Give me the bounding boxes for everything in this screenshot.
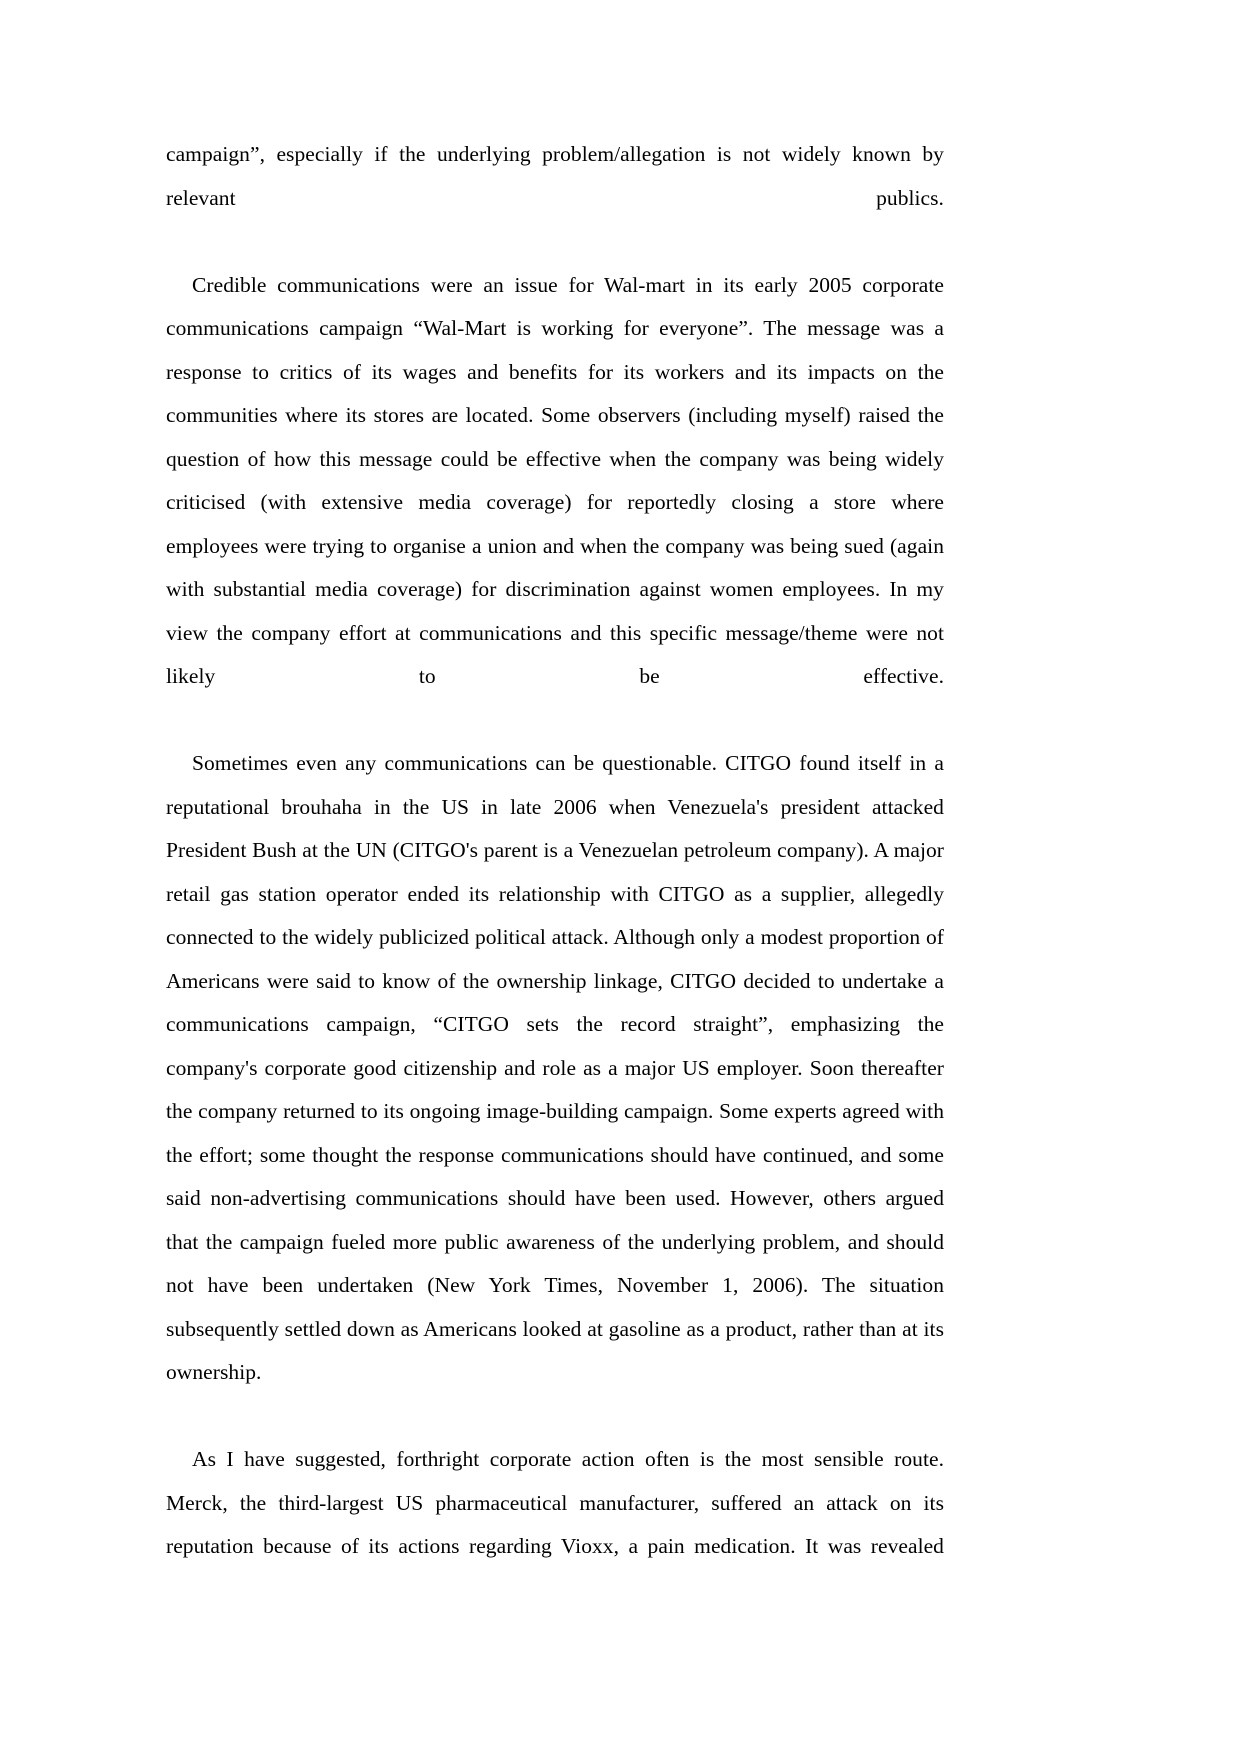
paragraph-citgo: Sometimes even any communications can be questionable. CITGO found itself in a reputational brouhaha in the US in late 2006 when Venezuela's president attacked President Bush at the UN (CITGO's parent is a Venezuelan petroleum company). A major retail gas station operator ended its relationship with CITGO as a supplier, allegedly connected to the widely publicized political attack. Although only a modest proportion of Americans were said to know of the ownership linkage, CITGO decided to undertake a communications campaign, “CITGO sets the record straight”, emphasizing the company's corporate good citizenship and role as a major US employer. Soon thereafter the company returned to its ongoing image-building campaign. Some experts agreed with the effort; some thought the response communications should have continued, and some said non-advertising communications should have been used. However, others argued that the campaign fueled more public awareness of the underlying problem, and should not have been undertaken (New York Times, November 1, 2006). The situation subsequently settled down as Americans looked at gasoline as a product, rather than at its ownership.	[166, 751, 944, 1384]
paragraph-walmart: Credible communications were an issue for Wal-mart in its early 2005 corporate communications campaign “Wal-Mart is working for everyone”. The message was a response to critics of its wages and benefits for its workers and its impacts on the communities where its stores are located. Some observers (including myself) raised the question of how this message could be effective when the company was being widely criticised (with extensive media coverage) for reportedly closing a store where employees were trying to organise a union and when the company was being sued (again with substantial media coverage) for discrimination against women employees. In my view the company effort at communications and this specific message/theme were not likely to be effective.	[166, 272, 944, 688]
paragraph-merck: As I have suggested, forthright corporate action often is the most sensible route. Merck, the third-largest US pharmaceutical manufacturer, suffered an attack on its reputation because of its actions regarding Vioxx, a pain medication. It was revealed	[166, 1447, 944, 1558]
paragraph-campaign-continuation: campaign”, especially if the underlying problem/allegation is not widely known by relevant publics.	[166, 142, 944, 210]
body-text-column	[166, 133, 944, 1612]
